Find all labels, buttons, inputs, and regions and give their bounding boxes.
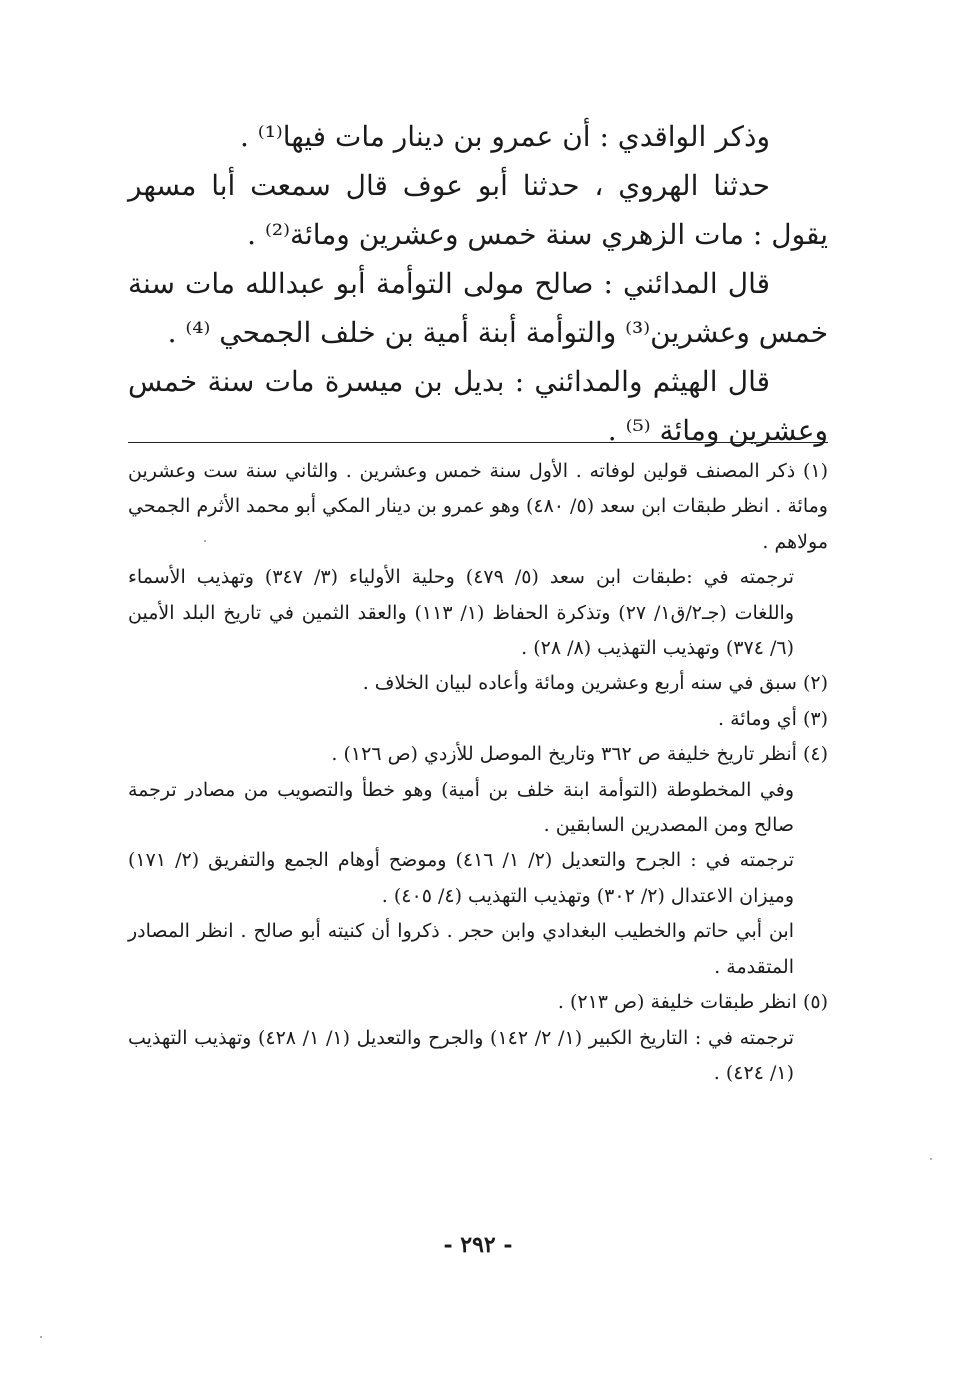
paper-speck (930, 1158, 932, 1160)
footnote-3: (٣) أي ومائة . (718, 707, 828, 730)
footnote-2: (٢) سبق في سنه أربع وعشرين ومائة وأعاده لبيان الخلاف . (362, 672, 828, 695)
footnote-4-biography: ترجمته في : الجرح والتعديل (٢/ ١/ ٤١٦) وموضح أوهام الجمع والتفريق (٢/ ١٧١) وميزان الاعتدال (٢/ ٣٠٢) وتهذيب التهذيب (٤/ ٤٠٥) . (128, 849, 794, 907)
paragraph-madaini: قال المدائني : صالح مولى التوأمة أبو عبدالله مات سنة خمس وعشرين⁽³⁾ والتوأمة أبنة أمية بن خلف الجمحي ⁽⁴⁾ . (128, 267, 828, 349)
footnote-1: (١) ذكر المصنف قولين لوفاته . الأول سنة خمس وعشرين . والثاني سنة ست وعشرين ومائة . انظر طبقات ابن سعد (٥/ ٤٨٠) وهو عمرو بن دينار المكي أبو محمد الأثرم الجمحي مولاهم . (128, 460, 828, 553)
paragraph-waqidi: وذكر الواقدي : أن عمرو بن دينار مات فيها⁽¹⁾ . (240, 120, 770, 153)
paper-speck (40, 1336, 42, 1338)
paragraph-harawi: حدثنا الهروي ، حدثنا أبو عوف قال سمعت أبا مسهر يقول : مات الزهري سنة خمس وعشرين ومائة⁽²⁾ . (128, 169, 828, 251)
paragraph-haytham: قال الهيثم والمدائني : بديل بن ميسرة مات سنة خمس وعشرين ومائة ⁽⁵⁾ . (128, 365, 828, 447)
footnote-4-kunya-note: ابن أبي حاتم والخطيب البغدادي وابن حجر . ذكروا أن كنيته أبو صالح . انظر المصادر المتقدمة . (128, 920, 794, 978)
footnotes (128, 454, 828, 1091)
page-number: - ٢٩٢ - (443, 1232, 513, 1258)
paper-speck (204, 540, 206, 542)
footnote-separator (128, 442, 828, 443)
footnote-1-biography: ترجمته في :طبقات ابن سعد (٥/ ٤٧٩) وحلية الأولياء (٣/ ٣٤٧) وتهذيب الأسماء واللغات (جـ٢/ق١/ ٢٧) وتذكرة الحفاظ (١/ ١١٣) والعقد الثمين في تاريخ البلد الأمين (٦/ ٣٧٤) وتهذيب التهذيب (٨/ ٢٨) . (128, 566, 794, 660)
footnote-4: (٤) أنظر تاريخ خليفة ص ٣٦٢ وتاريخ الموصل للأزدي (ص ١٢٦) . (331, 743, 828, 766)
footnote-5: (٥) انظر طبقات خليفة (ص ٢١٣) . (557, 991, 828, 1014)
footnote-5-biography: ترجمته في : التاريخ الكبير (١/ ٢/ ١٤٢) والجرح والتعديل (١/ ١/ ٤٢٨) وتهذيب التهذيب (١/ ٤٢٤) . (128, 1026, 794, 1084)
main-text (128, 112, 828, 455)
footnote-4-manuscript-note: وفي المخطوطة (التوأمة ابنة خلف بن أمية) وهو خطأ والتصويب من مصادر ترجمة صالح ومن المصدرين السابقين . (128, 778, 794, 837)
